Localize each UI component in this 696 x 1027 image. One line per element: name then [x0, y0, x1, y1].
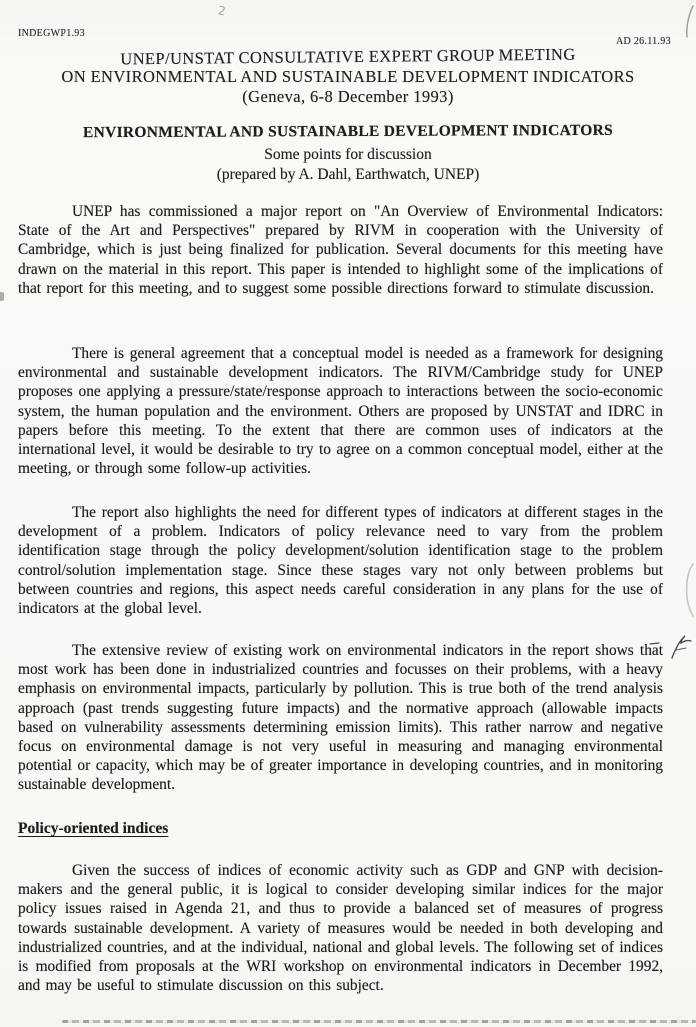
- meeting-title: [0, 44, 696, 107]
- handwritten-checkmark-icon: [648, 632, 694, 664]
- meeting-title-line2: ON ENVIRONMENTAL AND SUSTAINABLE DEVELOPMENT INDICATORS: [61, 67, 635, 86]
- meeting-title-line3: (Geneva, 6-8 December 1993): [242, 87, 454, 106]
- corner-pen-stroke-icon: [678, 4, 696, 40]
- edge-dash-mark: [0, 292, 4, 301]
- paragraph-intro-report: UNEP has commissioned a major report on "An Overview of Environmental Indicators: State of the Art and Perspectives" prepared by RIVM in cooperation with the University of Cambridge, which is just being finalized for publication. Several documents for this meeting have drawn on the material in this report. This paper is intended to highlight some of the implications of that report for this meeting, and to suggest some possible directions forward to stimulate discussion.: [18, 203, 663, 297]
- paragraph-review-findings: The extensive review of existing work on environmental indicators in the report shows that most work has been done in industrialized countries and focusses on their problems, with a heavy emphasis on environmental impacts, particularly by pollution. This is true both of the trend analysis approach (past trends suggesting future impacts) and the normative approach (allowable impacts based on vulnerability assessments determining emission limits). This rather narrow and negative focus on environmental damage is not very useful in measuring and managing environmental potential or capacity, which may be of greater importance in developing countries, and in monitoring sustainable development.: [18, 642, 663, 794]
- cutoff-text-band: [62, 1020, 696, 1023]
- document-ref-number: INDEGWP1.93: [18, 28, 85, 39]
- margin-pen-curve-icon: [681, 563, 696, 617]
- paragraph-policy-indices: Given the success of indices of economic activity such as GDP and GNP with decision-makers and the general public, it is logical to consider developing similar indices for the major policy issues raised in Agenda 21, and thus to provide a balanced set of measures of progress towards sustainable development. A variety of measures would be needed in both developing and industrialized countries, and at the individual, national and global levels. The following set of indices is modified from proposals at the WRI workshop on environmental indicators in December 1992, and may be useful to stimulate discussion on this subject.: [18, 862, 663, 995]
- paragraph-conceptual-model: There is general agreement that a conceptual model is needed as a framework for designing environmental and sustainable development indicators. The RIVM/Cambridge study for UNEP proposes one applying a pressure/state/response approach to interactions between the socio-economic system, the human population and the environment. Others are proposed by UNSTAT and IDRC in papers before this meeting. To the extent that there are common uses of indicators at the international level, it would be desirable to try to agree on a common conceptual model, either at the meeting, or through some follow-up activities.: [18, 345, 663, 478]
- paragraph-indicator-stages: The report also highlights the need for different types of indicators at different stages in the development of a problem. Indicators of policy relevance need to vary from the problem identification stage through the policy development/solution identification stage to the problem control/solution implementation stage. Since these stages vary not only between problems but between countries and regions, this aspect needs careful consideration in any plans for the use of indicators at the global level.: [18, 504, 663, 618]
- paper-subtitle: Some points for discussion: [264, 146, 432, 163]
- handwritten-page-number: 2: [216, 3, 227, 19]
- section-heading-policy-oriented-indices: Policy-oriented indices: [18, 820, 169, 837]
- paper-byline: (prepared by A. Dahl, Earthwatch, UNEP): [216, 166, 480, 183]
- paper-title: ENVIRONMENTAL AND SUSTAINABLE DEVELOPMENT INDICATORS: [82, 121, 614, 142]
- meeting-title-line1: UNEP/UNSTAT CONSULTATIVE EXPERT GROUP MEETING: [120, 44, 576, 69]
- document-date-ref: AD 26.11.93: [616, 36, 671, 47]
